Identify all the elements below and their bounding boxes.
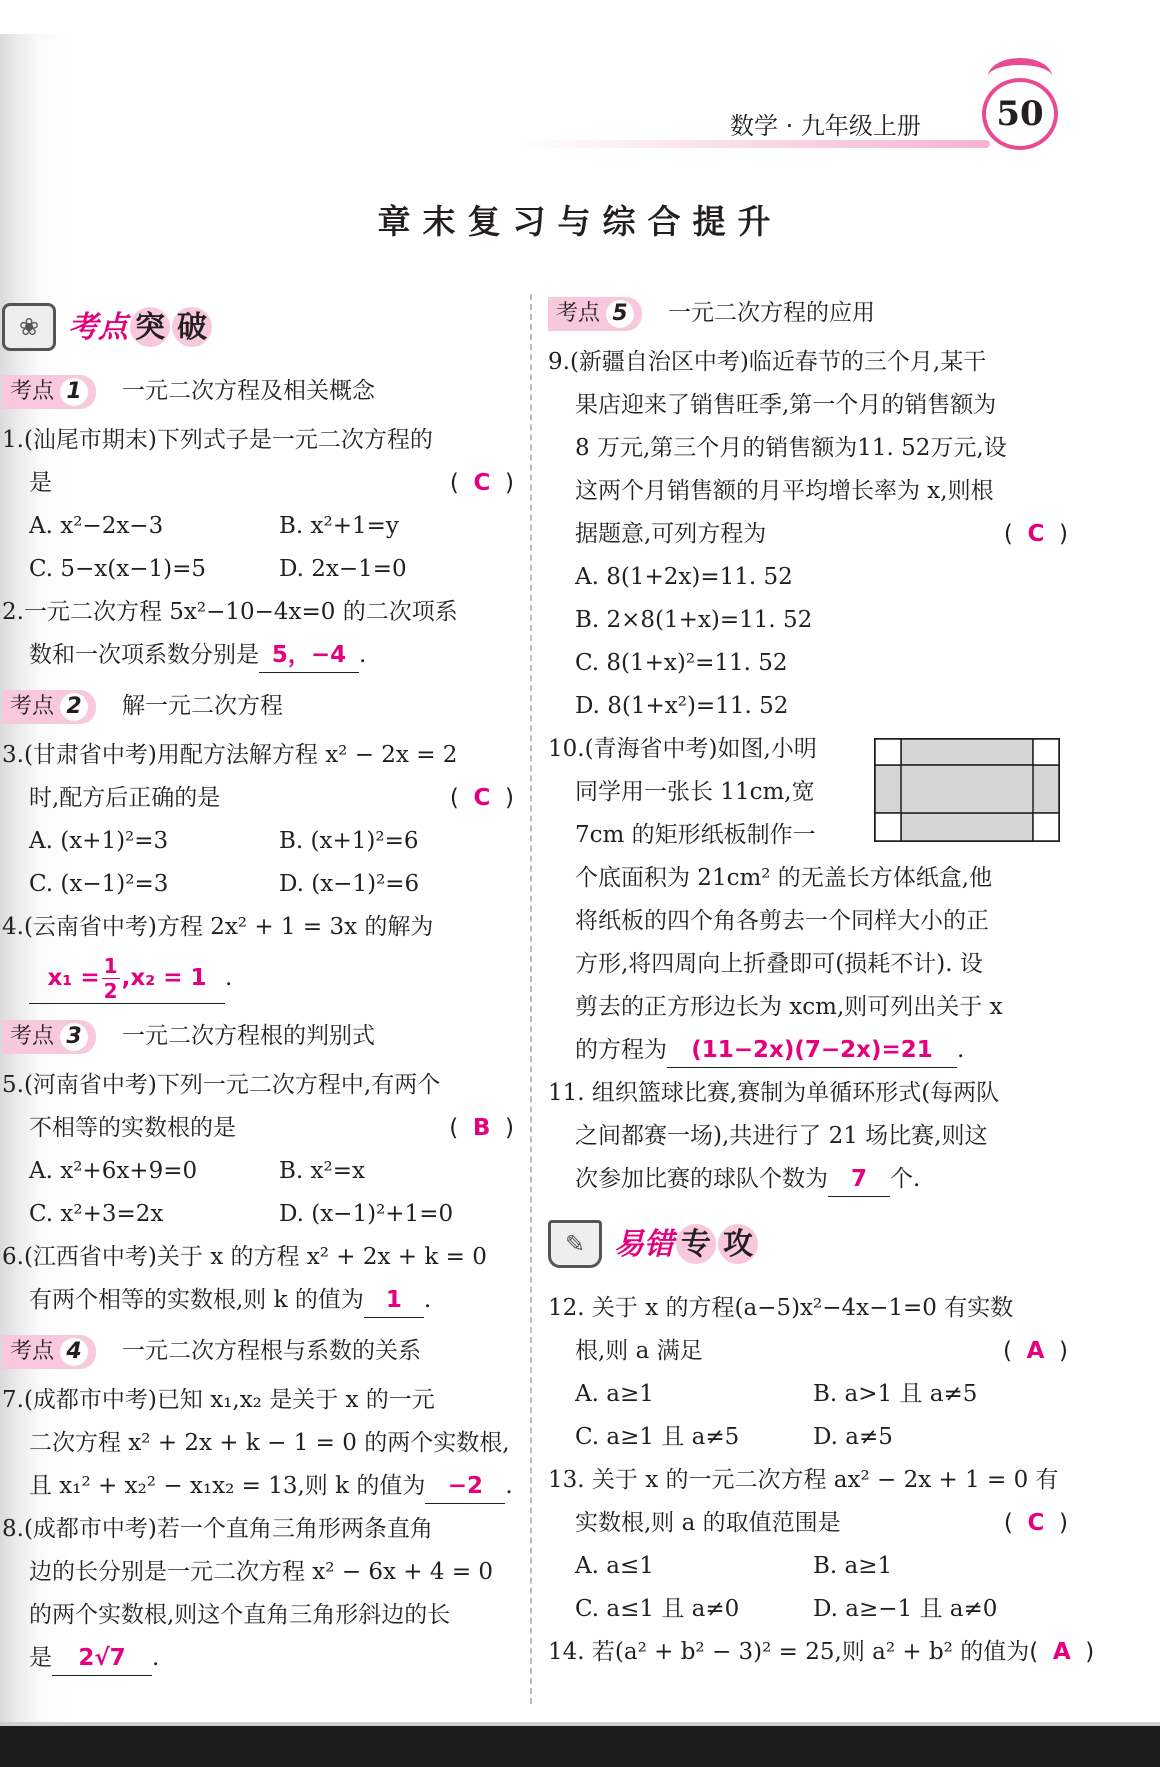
answer-choice: C (473, 470, 491, 496)
options-row (2, 820, 514, 863)
answer-blank (29, 953, 225, 1004)
section-number: 3 (60, 1023, 88, 1051)
top-band (0, 0, 1160, 34)
answer-choice: A (1052, 1639, 1071, 1665)
answer-choice: B (472, 1115, 491, 1141)
banner-word: 考点 (68, 309, 128, 345)
option-b: B. x²=x (279, 1158, 365, 1184)
question-6-line (2, 1279, 514, 1322)
option-b: B. a>1 且 a≠5 (813, 1381, 978, 1407)
section-number: 4 (60, 1338, 88, 1366)
question-4-line (2, 949, 514, 1007)
section-header-1 (2, 370, 514, 413)
banner-char-bubble: 突 (130, 307, 170, 347)
question-7-line (2, 1465, 514, 1508)
section-tag (2, 375, 96, 409)
section-tag (2, 1335, 96, 1369)
cut-corner-square (875, 813, 901, 841)
end-mark: . (423, 1287, 432, 1313)
option-a: A. a≤1 (575, 1553, 654, 1579)
options-row (2, 863, 514, 906)
section-header-3 (2, 1015, 514, 1058)
section-tag-text: 考点 (10, 1339, 55, 1364)
section-header-4 (2, 1330, 514, 1373)
cut-corner-square (1033, 739, 1059, 765)
answer-blank: 5，−4 (259, 638, 359, 673)
question-11-line: 11. 组织篮球比赛,赛制为单循环形式(每两队 (548, 1080, 1000, 1106)
options-row (548, 1545, 1068, 1588)
section-tag-text: 考点 (10, 694, 55, 719)
end-mark: 个. (890, 1166, 921, 1192)
section-tag (548, 297, 642, 331)
end-mark: . (225, 964, 233, 991)
answer-blank: −2 (425, 1469, 505, 1504)
section-number: 2 (60, 693, 88, 721)
kaodian-banner (2, 292, 514, 362)
options-row (548, 1588, 1068, 1631)
answer-blank: 2√7 (52, 1641, 152, 1676)
question-10-line (548, 1029, 1068, 1072)
question-1-line (2, 462, 514, 505)
section-tag-text: 考点 (10, 1024, 55, 1049)
question-text: 不相等的实数根的是 (29, 1115, 236, 1141)
answer-blank: (11−2x)(7−2x)=21 (667, 1033, 957, 1068)
answer-bracket: ( C ) (1003, 1510, 1068, 1536)
question-text: 有两个相等的实数根,则 k 的值为 (29, 1287, 364, 1313)
question-12-line (548, 1330, 1068, 1373)
question-8-line (2, 1637, 514, 1680)
section-title: 一元二次方程及相关概念 (122, 378, 376, 404)
question-11-line: 之间都赛一场),共进行了 21 场比赛,则这 (575, 1123, 988, 1149)
question-10-line: 个底面积为 21cm² 的无盖长方体纸盒,他 (575, 865, 993, 891)
page-number: 50 (982, 78, 1058, 150)
question-text: 实数根,则 a 的取值范围是 (575, 1510, 841, 1536)
end-mark: . (505, 1473, 513, 1499)
question-9-line (548, 513, 1068, 556)
answer-part: x₁ = (47, 964, 100, 991)
question-10-line: 剪去的正方形边长为 xcm,则可列出关于 x (575, 994, 1003, 1020)
option-d: D. (x−1)²+1=0 (279, 1201, 454, 1227)
question-12-line: 12. 关于 x 的方程(a−5)x²−4x−1=0 有实数 (548, 1295, 1014, 1321)
header-bar (520, 140, 990, 148)
question-7-line: 二次方程 x² + 2x + k − 1 = 0 的两个实数根, (29, 1430, 510, 1456)
option-a: A. (x+1)²=3 (29, 828, 169, 854)
section-title: 一元二次方程的应用 (668, 300, 876, 326)
section-header-2 (2, 685, 514, 728)
right-column (548, 292, 1095, 1674)
question-4-line: 4.(云南省中考)方程 2x² + 1 = 3x 的解为 (2, 914, 434, 940)
answer-blank: 1 (364, 1283, 424, 1318)
section-tag (2, 1020, 96, 1054)
fraction (102, 954, 120, 1003)
question-3-line: 3.(甘肃省中考)用配方法解方程 x² − 2x = 2 (2, 742, 458, 768)
option-d: D. a≠5 (813, 1424, 893, 1450)
options-row (548, 1373, 1068, 1416)
banner-char-bubble: 破 (172, 307, 212, 347)
section-title: 一元二次方程根与系数的关系 (122, 1338, 422, 1364)
question-5-line: 5.(河南省中考)下列一元二次方程中,有两个 (2, 1072, 441, 1098)
answer-choice: C (1027, 1510, 1045, 1536)
question-text: 是 (29, 470, 52, 496)
question-7-line: 7.(成都市中考)已知 x₁,x₂ 是关于 x 的一元 (2, 1387, 435, 1413)
question-14-line (548, 1631, 1095, 1674)
question-text: 次参加比赛的球队个数为 (575, 1166, 828, 1192)
tv-icon: ❀ (2, 303, 56, 351)
question-5-line (2, 1107, 514, 1150)
question-13-line: 13. 关于 x 的一元二次方程 ax² − 2x + 1 = 0 有 (548, 1467, 1059, 1493)
cut-corner-square (1033, 813, 1059, 841)
question-8-line: 的两个实数根,则这个直角三角形斜边的长 (29, 1602, 451, 1628)
option-c: C. a≤1 且 a≠0 (575, 1596, 740, 1622)
answer-choice: A (1026, 1338, 1045, 1364)
question-text: 的方程为 (575, 1037, 667, 1063)
options-row (2, 1150, 514, 1193)
answer-choice: C (473, 785, 491, 811)
option-d: D. 2x−1=0 (279, 556, 407, 582)
question-9-line: 果店迎来了销售旺季,第一个月的销售额为 (575, 392, 997, 418)
banner-word: 易错 (614, 1226, 674, 1262)
question-13-line (548, 1502, 1068, 1545)
yicuo-banner (548, 1209, 1068, 1279)
cardboard-base (901, 765, 1033, 813)
banner-char-bubble: 专 (676, 1224, 716, 1264)
option-c: C. x²+3=2x (29, 1201, 164, 1227)
question-text: 数和一次项系数分别是 (29, 642, 259, 668)
question-10-line: 将纸板的四个角各剪去一个同样大小的正 (575, 908, 989, 934)
section-tag-text: 考点 (556, 301, 601, 326)
question-2-line: 2.一元二次方程 5x²−10−4x=0 的二次项系 (2, 599, 458, 625)
fraction-numerator: 1 (103, 953, 118, 978)
kaodian-banner-text (68, 306, 212, 349)
answer-choice: C (1027, 521, 1045, 547)
question-9-line: 8 万元,第三个月的销售额为11. 52万元,设 (575, 435, 1007, 461)
option-a: A. a≥1 (575, 1381, 654, 1407)
option-b: B. x²+1=y (279, 513, 399, 539)
option-c: C. (x−1)²=3 (29, 871, 169, 897)
answer-bracket: ( B ) (449, 1115, 514, 1141)
question-text: 时,配方后正确的是 (29, 785, 221, 811)
options-row (2, 548, 514, 591)
options-row (2, 1193, 514, 1236)
section-tag (2, 690, 96, 724)
options-row (548, 1416, 1068, 1459)
fraction-denominator: 2 (103, 978, 118, 1003)
question-2-line (2, 634, 514, 677)
cardboard-figure (874, 738, 1060, 842)
pen-holder-icon: ✎ (548, 1220, 602, 1268)
option-d: D. a≥−1 且 a≠0 (813, 1596, 998, 1622)
question-text: 14. 若(a² + b² − 3)² = 25,则 a² + b² 的值为 (548, 1639, 1030, 1665)
question-text: 根,则 a 满足 (575, 1338, 703, 1364)
option-b: B. (x+1)²=6 (279, 828, 419, 854)
option-d: D. 8(1+x²)=11. 52 (575, 693, 789, 719)
section-title: 一元二次方程根的判别式 (122, 1023, 376, 1049)
question-8-line: 8.(成都市中考)若一个直角三角形两条直角 (2, 1516, 433, 1542)
option-a: A. x²+6x+9=0 (29, 1158, 198, 1184)
section-header-5 (548, 292, 1068, 335)
question-10-line: 7cm 的矩形纸板制作一 (575, 822, 816, 848)
question-1-line: 1.(汕尾市期末)下列式子是一元二次方程的 (2, 427, 433, 453)
question-10-line: 方形,将四周向上折叠即可(损耗不计). 设 (575, 951, 983, 977)
answer-bracket: ( C ) (1003, 521, 1068, 547)
end-mark: . (152, 1645, 160, 1671)
question-10-line: 同学用一张长 11cm,宽 (575, 779, 815, 805)
option-c: C. 5−x(x−1)=5 (29, 556, 207, 582)
option-d: D. (x−1)²=6 (279, 871, 420, 897)
cut-corner-square (875, 739, 901, 765)
end-mark: . (359, 642, 367, 668)
options-row (2, 505, 514, 548)
question-9-line: 这两个月销售额的月平均增长率为 x,则根 (575, 478, 994, 504)
section-number: 1 (60, 378, 88, 406)
question-8-line: 边的长分别是一元二次方程 x² − 6x + 4 = 0 (29, 1559, 494, 1585)
header-subject: 数学 · 九年级上册 (730, 112, 921, 140)
end-mark: . (957, 1037, 965, 1063)
option-c: C. 8(1+x)²=11. 52 (575, 650, 788, 676)
answer-bracket: ( A ) (1029, 1639, 1095, 1665)
section-number: 5 (606, 300, 634, 328)
column-divider (530, 294, 532, 1704)
option-a: A. x²−2x−3 (29, 513, 164, 539)
answer-blank: 7 (828, 1162, 890, 1197)
question-10-line: 10.(青海省中考)如图,小明 (548, 736, 817, 762)
question-9-line: 9.(新疆自治区中考)临近春节的三个月,某干 (548, 349, 987, 375)
question-3-line (2, 777, 514, 820)
answer-part: ,x₂ = 1 (121, 964, 207, 991)
option-c: C. a≥1 且 a≠5 (575, 1424, 740, 1450)
option-a: A. 8(1+2x)=11. 52 (575, 564, 793, 590)
yicuo-banner-text (614, 1223, 758, 1266)
section-title: 解一元二次方程 (122, 693, 284, 719)
question-6-line: 6.(江西省中考)关于 x 的方程 x² + 2x + k = 0 (2, 1244, 487, 1270)
question-text: 是 (29, 1645, 52, 1671)
question-11-line (548, 1158, 1068, 1201)
bottom-band (0, 1726, 1160, 1767)
answer-bracket: ( C ) (449, 785, 514, 811)
page-title: 章末复习与综合提升 (377, 202, 783, 241)
option-b: B. a≥1 (813, 1553, 893, 1579)
left-column (2, 292, 514, 1680)
answer-bracket: ( A ) (1002, 1338, 1068, 1364)
question-text: 且 x₁² + x₂² − x₁x₂ = 13,则 k 的值为 (29, 1473, 426, 1499)
question-text: 据题意,可列方程为 (575, 521, 767, 547)
section-tag-text: 考点 (10, 379, 55, 404)
answer-bracket: ( C ) (449, 470, 514, 496)
option-b: B. 2×8(1+x)=11. 52 (575, 607, 813, 633)
banner-char-bubble: 攻 (718, 1224, 758, 1264)
